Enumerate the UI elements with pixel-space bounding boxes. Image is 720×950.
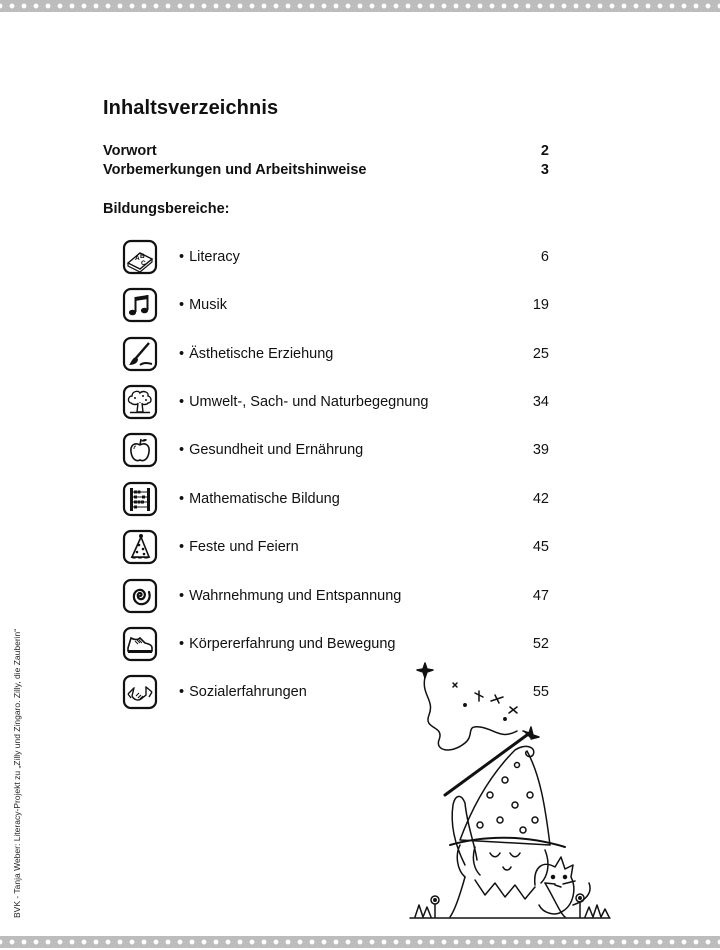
entry-page: 25 bbox=[532, 346, 549, 362]
entry-page: 42 bbox=[532, 491, 549, 507]
icon-letter: A bbox=[135, 255, 140, 262]
entry-page: 55 bbox=[532, 684, 549, 700]
tree-icon bbox=[122, 384, 158, 420]
toc-entry-mathematische-bildung[interactable] bbox=[122, 479, 549, 519]
entry-page: 52 bbox=[532, 636, 549, 652]
toc-entry-label: Vorbemerkungen und Arbeitshinweise bbox=[103, 162, 367, 178]
entry-label: Feste und Feiern bbox=[189, 539, 299, 555]
toc-entry-wahrnehmung[interactable] bbox=[122, 576, 549, 616]
entry-label: Literacy bbox=[189, 249, 240, 265]
top-dotted-border bbox=[0, 0, 720, 12]
toc-entry-gesundheit[interactable] bbox=[122, 430, 549, 470]
entry-label: Ästhetische Erziehung bbox=[189, 346, 334, 362]
paintbrush-icon bbox=[122, 336, 158, 372]
entry-page: 19 bbox=[532, 297, 549, 313]
bullet: • bbox=[179, 297, 185, 313]
toc-entry-label: Vorwort bbox=[103, 143, 157, 159]
entry-label: Mathematische Bildung bbox=[189, 491, 340, 507]
bullet: • bbox=[179, 636, 185, 652]
entry-label: Körpererfahrung und Bewegung bbox=[189, 636, 396, 652]
toc-entry-umwelt[interactable] bbox=[122, 382, 549, 422]
section-heading: Bildungsbereiche: bbox=[103, 201, 230, 217]
music-note-icon bbox=[122, 287, 158, 323]
entry-page: 39 bbox=[532, 442, 549, 458]
toc-entry-vorbemerkungen[interactable] bbox=[103, 162, 549, 178]
witch-illustration-icon bbox=[405, 655, 615, 925]
party-hat-icon bbox=[122, 529, 158, 565]
entry-label: Wahrnehmung und Entspannung bbox=[189, 588, 402, 604]
entry-page: 34 bbox=[532, 394, 549, 410]
bullet: • bbox=[179, 394, 185, 410]
bullet: • bbox=[179, 684, 185, 700]
bullet: • bbox=[179, 249, 185, 265]
handshake-icon bbox=[122, 674, 158, 710]
icon-letter: B bbox=[140, 253, 145, 260]
entry-label: Musik bbox=[189, 297, 227, 313]
bullet: • bbox=[179, 491, 185, 507]
bullet: • bbox=[179, 346, 185, 362]
spiral-icon bbox=[122, 578, 158, 614]
page-title: Inhaltsverzeichnis bbox=[103, 97, 279, 119]
toc-entry-vorwort[interactable] bbox=[103, 143, 549, 159]
toc-entry-literacy[interactable] bbox=[122, 237, 549, 277]
toc-entry-musik[interactable] bbox=[122, 285, 549, 325]
entry-label: Sozialerfahrungen bbox=[189, 684, 307, 700]
entry-page: 6 bbox=[540, 249, 549, 265]
side-credit: BVK - Tanja Weber: Literacy-Projekt zu „Zilly und Zingaro. Zilly, die Zauberin“ bbox=[12, 628, 22, 918]
bottom-dotted-border bbox=[0, 936, 720, 948]
bullet: • bbox=[179, 539, 185, 555]
entry-label: Gesundheit und Ernährung bbox=[189, 442, 364, 458]
abc-book-icon bbox=[122, 239, 158, 275]
abacus-icon bbox=[122, 481, 158, 517]
apple-icon bbox=[122, 432, 158, 468]
toc-entry-aesthetische-erziehung[interactable] bbox=[122, 334, 549, 374]
entry-page: 45 bbox=[532, 539, 549, 555]
toc-entry-page: 2 bbox=[540, 143, 549, 159]
icon-letter: C bbox=[141, 260, 146, 267]
entry-page: 47 bbox=[532, 588, 549, 604]
toc-entry-feste-und-feiern[interactable] bbox=[122, 527, 549, 567]
toc-entry-page: 3 bbox=[540, 162, 549, 178]
bullet: • bbox=[179, 588, 185, 604]
entry-label: Umwelt-, Sach- und Naturbegegnung bbox=[189, 394, 429, 410]
bullet: • bbox=[179, 442, 185, 458]
sneaker-icon bbox=[122, 626, 158, 662]
